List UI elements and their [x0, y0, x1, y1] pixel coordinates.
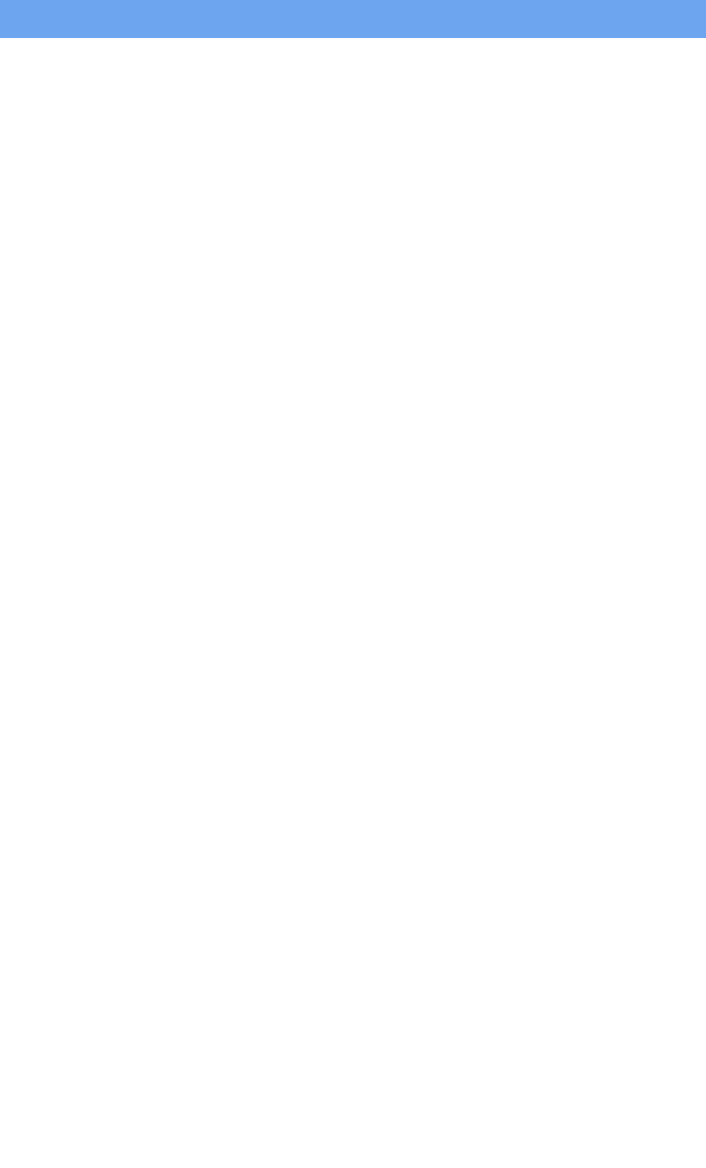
table-header: [0, 0, 706, 38]
header-college-name: [0, 0, 240, 38]
header-url: [387, 0, 706, 38]
header-contact: [240, 0, 387, 38]
